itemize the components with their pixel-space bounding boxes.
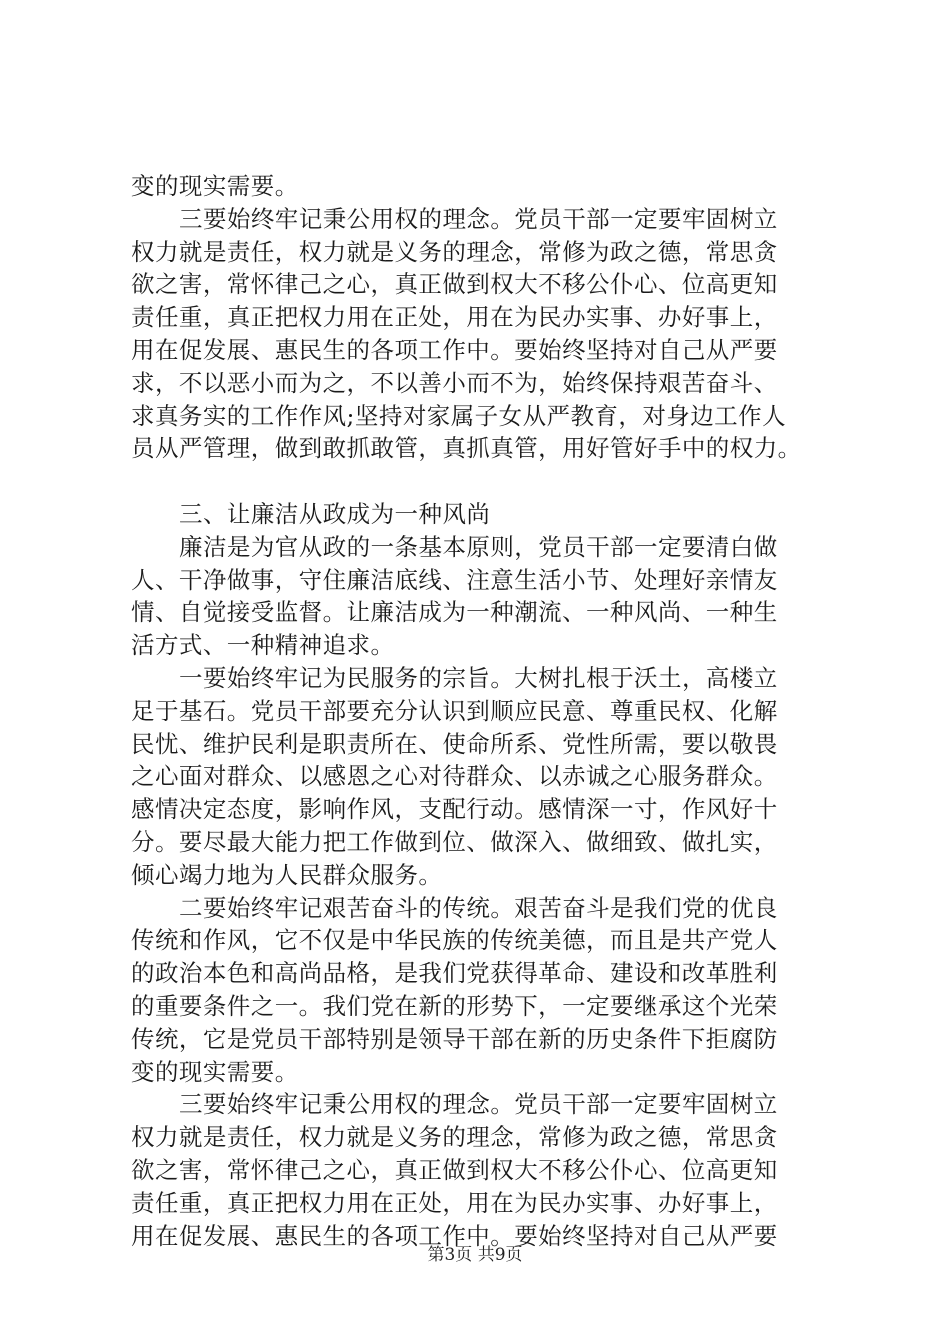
text-line: 传统，它是党员干部特别是领导干部在新的历史条件下拒腐防 <box>131 1024 778 1053</box>
text-line: 责任重，真正把权力用在正处，用在为民办实事、办好事上， <box>131 303 778 332</box>
text-line: 欲之害，常怀律己之心，真正做到权大不移公仆心、位高更知 <box>131 1155 778 1184</box>
text-line: 欲之害，常怀律己之心，真正做到权大不移公仆心、位高更知 <box>131 270 778 299</box>
text-line: 分。要尽最大能力把工作做到位、做深入、做细致、做扎实， <box>131 827 778 856</box>
text-line: 倾心竭力地为人民群众服务。 <box>131 860 443 889</box>
text-line: 变的现实需要。 <box>131 172 299 200</box>
document-body <box>131 170 831 1252</box>
text-line: 的政治本色和高尚品格，是我们党获得革命、建设和改革胜利 <box>131 959 778 988</box>
text-line: 用在促发展、惠民生的各项工作中。要始终坚持对自己从严要 <box>131 335 778 364</box>
text-line: 足于基石。党员干部要充分认识到顺应民意、尊重民权、化解 <box>131 696 778 725</box>
text-line: 变的现实需要。 <box>131 1057 299 1086</box>
text-line: 传统和作风，它不仅是中华民族的传统美德，而且是共产党人 <box>131 926 778 955</box>
text-line: 活方式、一种精神追求。 <box>131 631 395 660</box>
text-line: 情、自觉接受监督。让廉洁成为一种潮流、一种风尚、一种生 <box>131 598 778 627</box>
text-line: 一要始终牢记为民服务的宗旨。大树扎根于沃土，高楼立 <box>179 663 778 692</box>
text-line: 员从严管理，做到敢抓敢管，真抓真管，用好管好手中的权力。 <box>131 434 802 463</box>
section-heading: 三、让廉洁从政成为一种风尚 <box>179 499 491 528</box>
paragraph-gap <box>131 465 831 498</box>
text-line: 之心面对群众、以感恩之心对待群众、以赤诚之心服务群众。 <box>131 762 778 791</box>
text-line: 民忧、维护民利是职责所在、使命所系、党性所需，要以敬畏 <box>131 729 778 758</box>
text-line: 责任重，真正把权力用在正处，用在为民办实事、办好事上， <box>131 1188 778 1217</box>
text-line: 二要始终牢记艰苦奋斗的传统。艰苦奋斗是我们党的优良 <box>179 893 778 922</box>
page-footer: 第3页 共9页 <box>427 1245 523 1265</box>
text-line: 三要始终牢记秉公用权的理念。党员干部一定要牢固树立 <box>179 1090 778 1119</box>
text-line: 的重要条件之一。我们党在新的形势下，一定要继承这个光荣 <box>131 991 778 1020</box>
text-line: 人、干净做事，守住廉洁底线、注意生活小节、处理好亲情友 <box>131 565 778 594</box>
text-line: 求真务实的工作作风;坚持对家属子女从严教育，对身边工作人 <box>131 401 787 430</box>
text-line: 权力就是责任，权力就是义务的理念，常修为政之德，常思贪 <box>131 1123 778 1152</box>
text-line: 感情决定态度，影响作风，支配行动。感情深一寸，作风好十 <box>131 795 778 824</box>
text-line: 廉洁是为官从政的一条基本原则，党员干部一定要清白做 <box>179 532 778 561</box>
text-line: 权力就是责任，权力就是义务的理念，常修为政之德，常思贪 <box>131 237 778 266</box>
text-line: 求，不以恶小而为之，不以善小而不为，始终保持艰苦奋斗、 <box>131 368 778 397</box>
text-line: 三要始终牢记秉公用权的理念。党员干部一定要牢固树立 <box>179 204 778 233</box>
text-line: 用在促发展、惠民生的各项工作中。要始终坚持对自己从严要 <box>131 1221 778 1250</box>
